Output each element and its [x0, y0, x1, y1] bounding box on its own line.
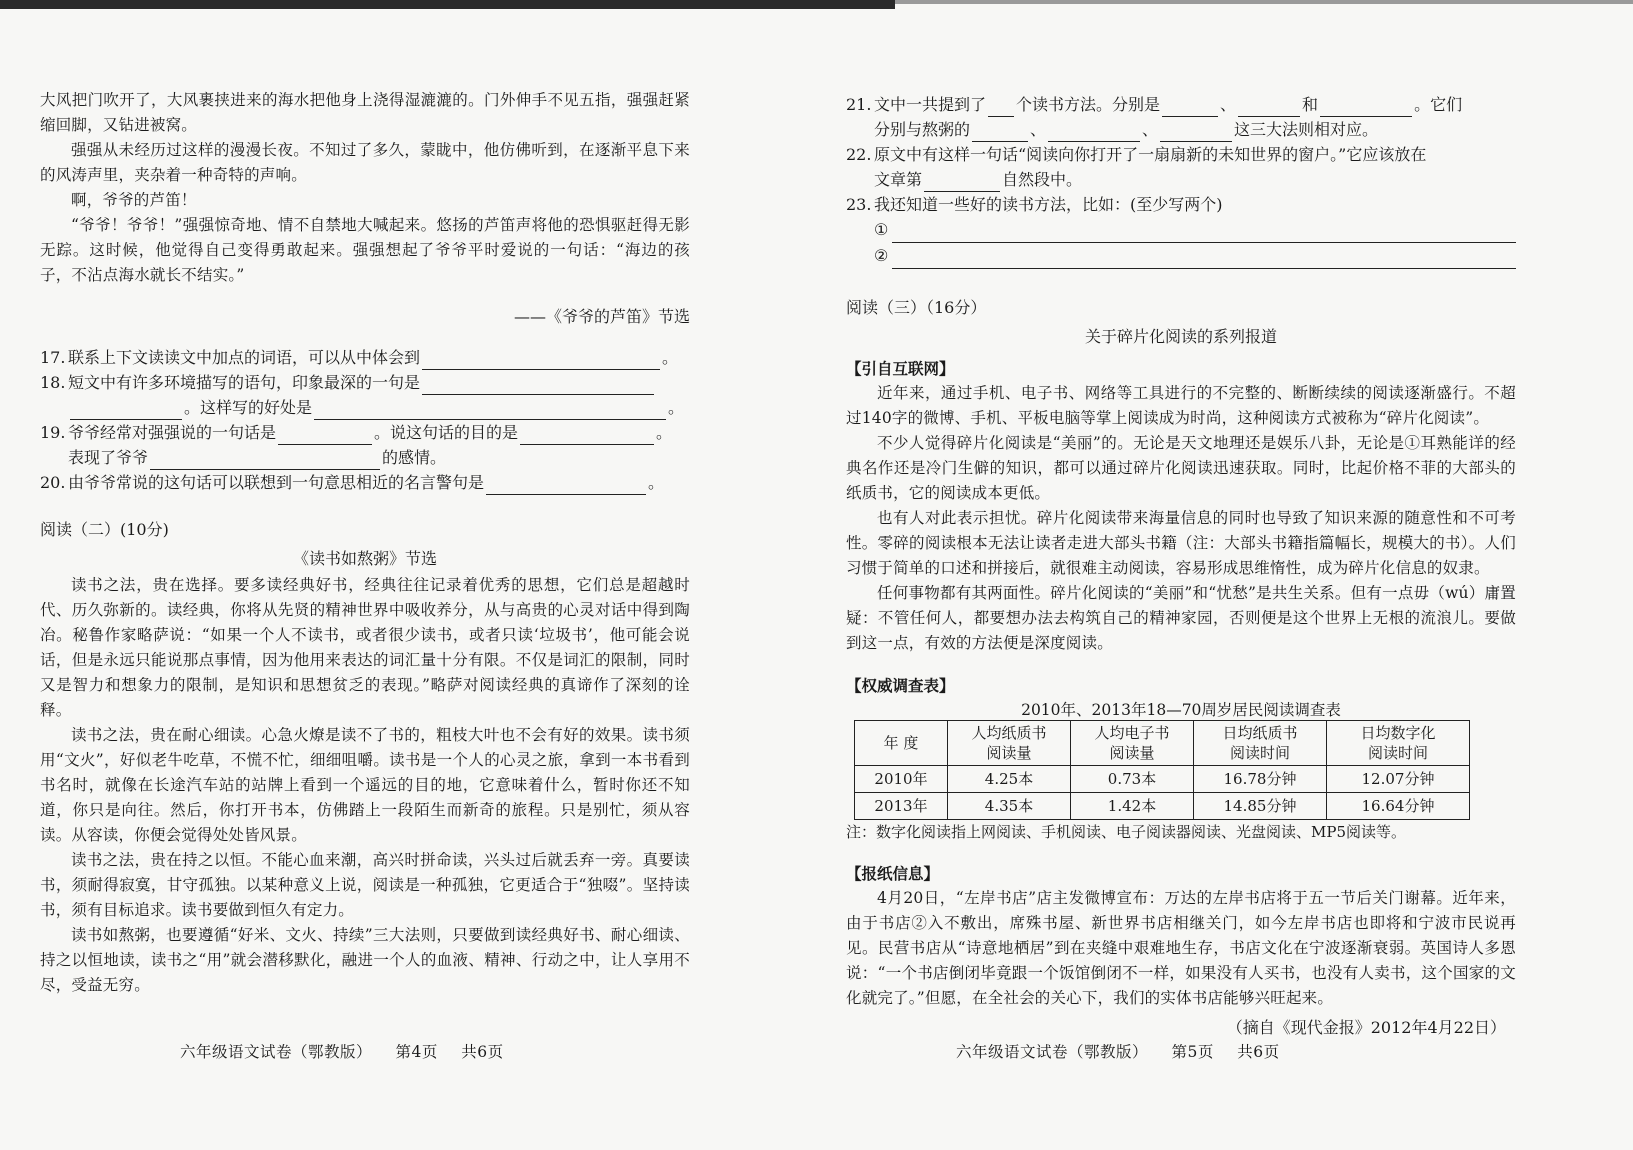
article-paragraph: 任何事物都有其两面性。碎片化阅读的“美丽”和“忧愁”是共生关系。但有一点毋（wú）庸置疑：不管任何人，都要想办法去构筑自己的精神家园，否则便是这个世界上无根的流浪儿。要做到这一点，有效的方法便是深度阅读。: [846, 584, 1516, 652]
answer-blank[interactable]: [486, 476, 646, 495]
table-header: 日均数字化 阅读时间: [1327, 721, 1470, 766]
article-title: 关于碎片化阅读的系列报道: [1084, 327, 1277, 346]
tag-survey: 【权威调查表】: [846, 676, 955, 695]
answer-line-2[interactable]: ②: [846, 243, 1516, 269]
question-18: 18. 短文中有许多环境描写的语句，印象最深的一句是: [40, 370, 690, 395]
answer-blank[interactable]: [972, 123, 1028, 142]
survey-table: [854, 720, 1470, 820]
answer-blank[interactable]: [314, 401, 666, 420]
answer-blank[interactable]: [988, 98, 1014, 117]
answer-blank[interactable]: [1320, 98, 1412, 117]
table-header: 日均纸质书 阅读时间: [1194, 721, 1327, 766]
answer-blank[interactable]: [278, 426, 372, 445]
article-paragraph: 也有人对此表示担忧。碎片化阅读带来海量信息的同时也导致了知识来源的随意性和不可考性。零碎的阅读根本无法让读者走进大部头书籍（注：大部头书籍指篇幅长，规模大的书）。人们习惯于简单的口述和拼接后，就很难主动阅读，容易形成思维惰性，成为碎片化信息的奴隶。: [846, 509, 1516, 577]
article-paragraph: 读书之法，贵在选择。要多读经典好书，经典往往记录着优秀的思想，它们总是超越时代、历久弥新的。读经典，你将从先贤的精神世界中吸收养分，从与高贵的心灵对话中得到陶冶。秘鲁作家略萨说：“如果一个人不读书，或者很少读书，或者只读‘垃圾书’，他可能会说话，但是永远只能说那点事情，因为他用来表达的词汇量十分有限。不仅是词汇的限制，同时又是智力和想象力的限制，是知识和思想贫乏的表现。”略萨对阅读经典的真谛作了深刻的诠释。: [40, 576, 690, 719]
question-19-cont: 表现了爷爷 的感情。: [40, 445, 690, 470]
question-18-cont: 。这样写的好处是 。: [40, 395, 690, 420]
article-paragraph: 近年来，通过手机、电子书、网络等工具进行的不完整的、断断续续的阅读逐渐盛行。不超过140字的微博、手机、平板电脑等掌上阅读成为时尚，这种阅读方式被称为“碎片化阅读”。: [846, 384, 1516, 427]
answer-blank[interactable]: [422, 376, 654, 395]
table-row: 2010年 4.25本 0.73本 16.78分钟 12.07分钟: [855, 766, 1470, 793]
story-source: ——《爷爷的芦笛》节选: [513, 307, 690, 326]
table-note: 注：数字化阅读指上网阅读、手机阅读、电子阅读器阅读、光盘阅读、MP5阅读等。: [846, 823, 1406, 841]
table-header: 人均纸质书 阅读量: [948, 721, 1071, 766]
left-page-content: [40, 88, 690, 998]
question-23: 23. 我还知道一些好的读书方法，比如：(至少写两个): [846, 195, 1223, 214]
answer-blank[interactable]: [1162, 98, 1218, 117]
table-row: 2013年 4.35本 1.42本 14.85分钟 16.64分钟: [855, 793, 1470, 820]
table-header: 年 度: [855, 721, 948, 766]
answer-blank[interactable]: [150, 451, 380, 470]
question-20: 20. 由爷爷常说的这句话可以联想到一句意思相近的名言警句是 。: [40, 470, 690, 495]
question-17: 17. 联系上下文读读文中加点的词语，可以从中体会到 。: [40, 345, 690, 370]
section-heading: 阅读（三）（16分）: [846, 298, 987, 317]
story-paragraph: 啊，爷爷的芦笛！: [71, 191, 197, 209]
right-page: [816, 0, 1633, 1150]
tag-news: 【报纸信息】: [846, 864, 940, 883]
table-header: 人均电子书 阅读量: [1071, 721, 1194, 766]
article-paragraph: 读书之法，贵在耐心细读。心急火燎是读不了书的，粗枝大叶也不会有好的效果。读书须用“文火”，好似老牛吃草，不慌不忙，细细咀嚼。读书是一个人的心灵之旅，拿到一本书看到书名时，就像在长途汽车站的站牌上看到一个遥远的目的地，它意味着什么，暂时你还不知道，你只是向往。然后，你打开书本，仿佛踏上一段陌生而新奇的旅程。只是别忙，须从容读。从容读，你便会觉得处处皆风景。: [40, 726, 690, 844]
answer-blank[interactable]: [924, 173, 1000, 192]
answer-blank[interactable]: [1238, 98, 1300, 117]
answer-blank[interactable]: [520, 426, 654, 445]
article-title: 《读书如熬粥》节选: [292, 549, 437, 568]
right-page-content: [846, 92, 1516, 1056]
table-header-row: [855, 721, 1470, 766]
answer-line-1[interactable]: ①: [846, 217, 1516, 243]
question-21-cont: 分别与熬粥的 、 、 这三大法则相对应。: [846, 117, 1516, 142]
news-source: （摘自《现代金报》2012年4月22日）: [1226, 1018, 1506, 1037]
answer-blank[interactable]: [1160, 123, 1232, 142]
question-22-cont: 文章第 自然段中。: [846, 167, 1516, 192]
story-paragraph: 强强从未经历过这样的漫漫长夜。不知过了多久，蒙眬中，他仿佛听到，在逐渐平息下来的风涛声里，夹杂着一种奇特的声响。: [40, 141, 690, 184]
question-21: 21. 文中一共提到了 个读书方法。分别是 、 和 。它们: [846, 92, 1516, 117]
answer-blank[interactable]: [1048, 123, 1140, 142]
article-paragraph: 读书如熬粥，也要遵循“好米、文火、持续”三大法则，只要做到读经典好书、耐心细读、持之以恒地读，读书之“用”就会潜移默化，融进一个人的血液、精神、行动之中，让人享用不尽，受益无穷。: [40, 926, 690, 994]
answer-blank[interactable]: [70, 401, 182, 420]
tag-internet: 【引自互联网】: [846, 359, 955, 378]
left-page: [0, 0, 816, 1150]
story-paragraph: 大风把门吹开了，大风裹挟进来的海水把他身上浇得湿漉漉的。门外伸手不见五指，强强赶紧缩回脚，又钻进被窝。: [40, 91, 690, 134]
table-title: 2010年、2013年18—70周岁居民阅读调查表: [1021, 701, 1341, 719]
question-19: 19. 爷爷经常对强强说的一句话是 。说这句话的目的是 。: [40, 420, 690, 445]
page-footer: 六年级语文试卷（鄂教版） 第4页 共6页: [180, 1043, 504, 1061]
answer-blank[interactable]: [422, 351, 660, 370]
news-paragraph: 4月20日，“左岸书店”店主发微博宣布：万达的左岸书店将于五一节后关门谢幕。近年来，由于书店②入不敷出，席殊书屋、新世界书店相继关门，如今左岸书店也即将和宁波市民说再见。民营书店从“诗意地栖居”到在夹缝中艰难地生存，书店文化在宁波逐渐衰弱。英国诗人多恩说：“一个书店倒闭毕竟跟一个饭馆倒闭不一样，如果没有人买书，也没有人卖书，这个国家的文化就完了。”但愿，在全社会的关心下，我们的实体书店能够兴旺起来。: [846, 889, 1516, 1007]
page-footer: 六年级语文试卷（鄂教版） 第5页 共6页: [956, 1043, 1280, 1061]
article-paragraph: 不少人觉得碎片化阅读是“美丽”的。无论是天文地理还是娱乐八卦，无论是①耳熟能详的经典名作还是冷门生僻的知识，都可以通过碎片化阅读迅速获取。同时，比起价格不菲的大部头的纸质书，它的阅读成本更低。: [846, 434, 1516, 502]
question-22: 22. 原文中有这样一句话“阅读向你打开了一扇扇新的未知世界的窗户。”它应该放在: [846, 145, 1427, 164]
article-paragraph: 读书之法，贵在持之以恒。不能心血来潮，高兴时拼命读，兴头过后就丢弃一旁。真要读书，须耐得寂寞，甘守孤独。以某种意义上说，阅读是一种孤独，它更适合于“独啜”。坚持读书，须有目标追求。读书要做到恒久有定力。: [40, 851, 690, 919]
section-heading: 阅读（二）(10分): [40, 520, 169, 539]
story-paragraph: “爷爷！爷爷！”强强惊奇地、情不自禁地大喊起来。悠扬的芦笛声将他的恐惧驱赶得无影无踪。这时候，他觉得自己变得勇敢起来。强强想起了爷爷平时爱说的一句话：“海边的孩子，不沾点海水就长不结实。”: [40, 216, 690, 284]
